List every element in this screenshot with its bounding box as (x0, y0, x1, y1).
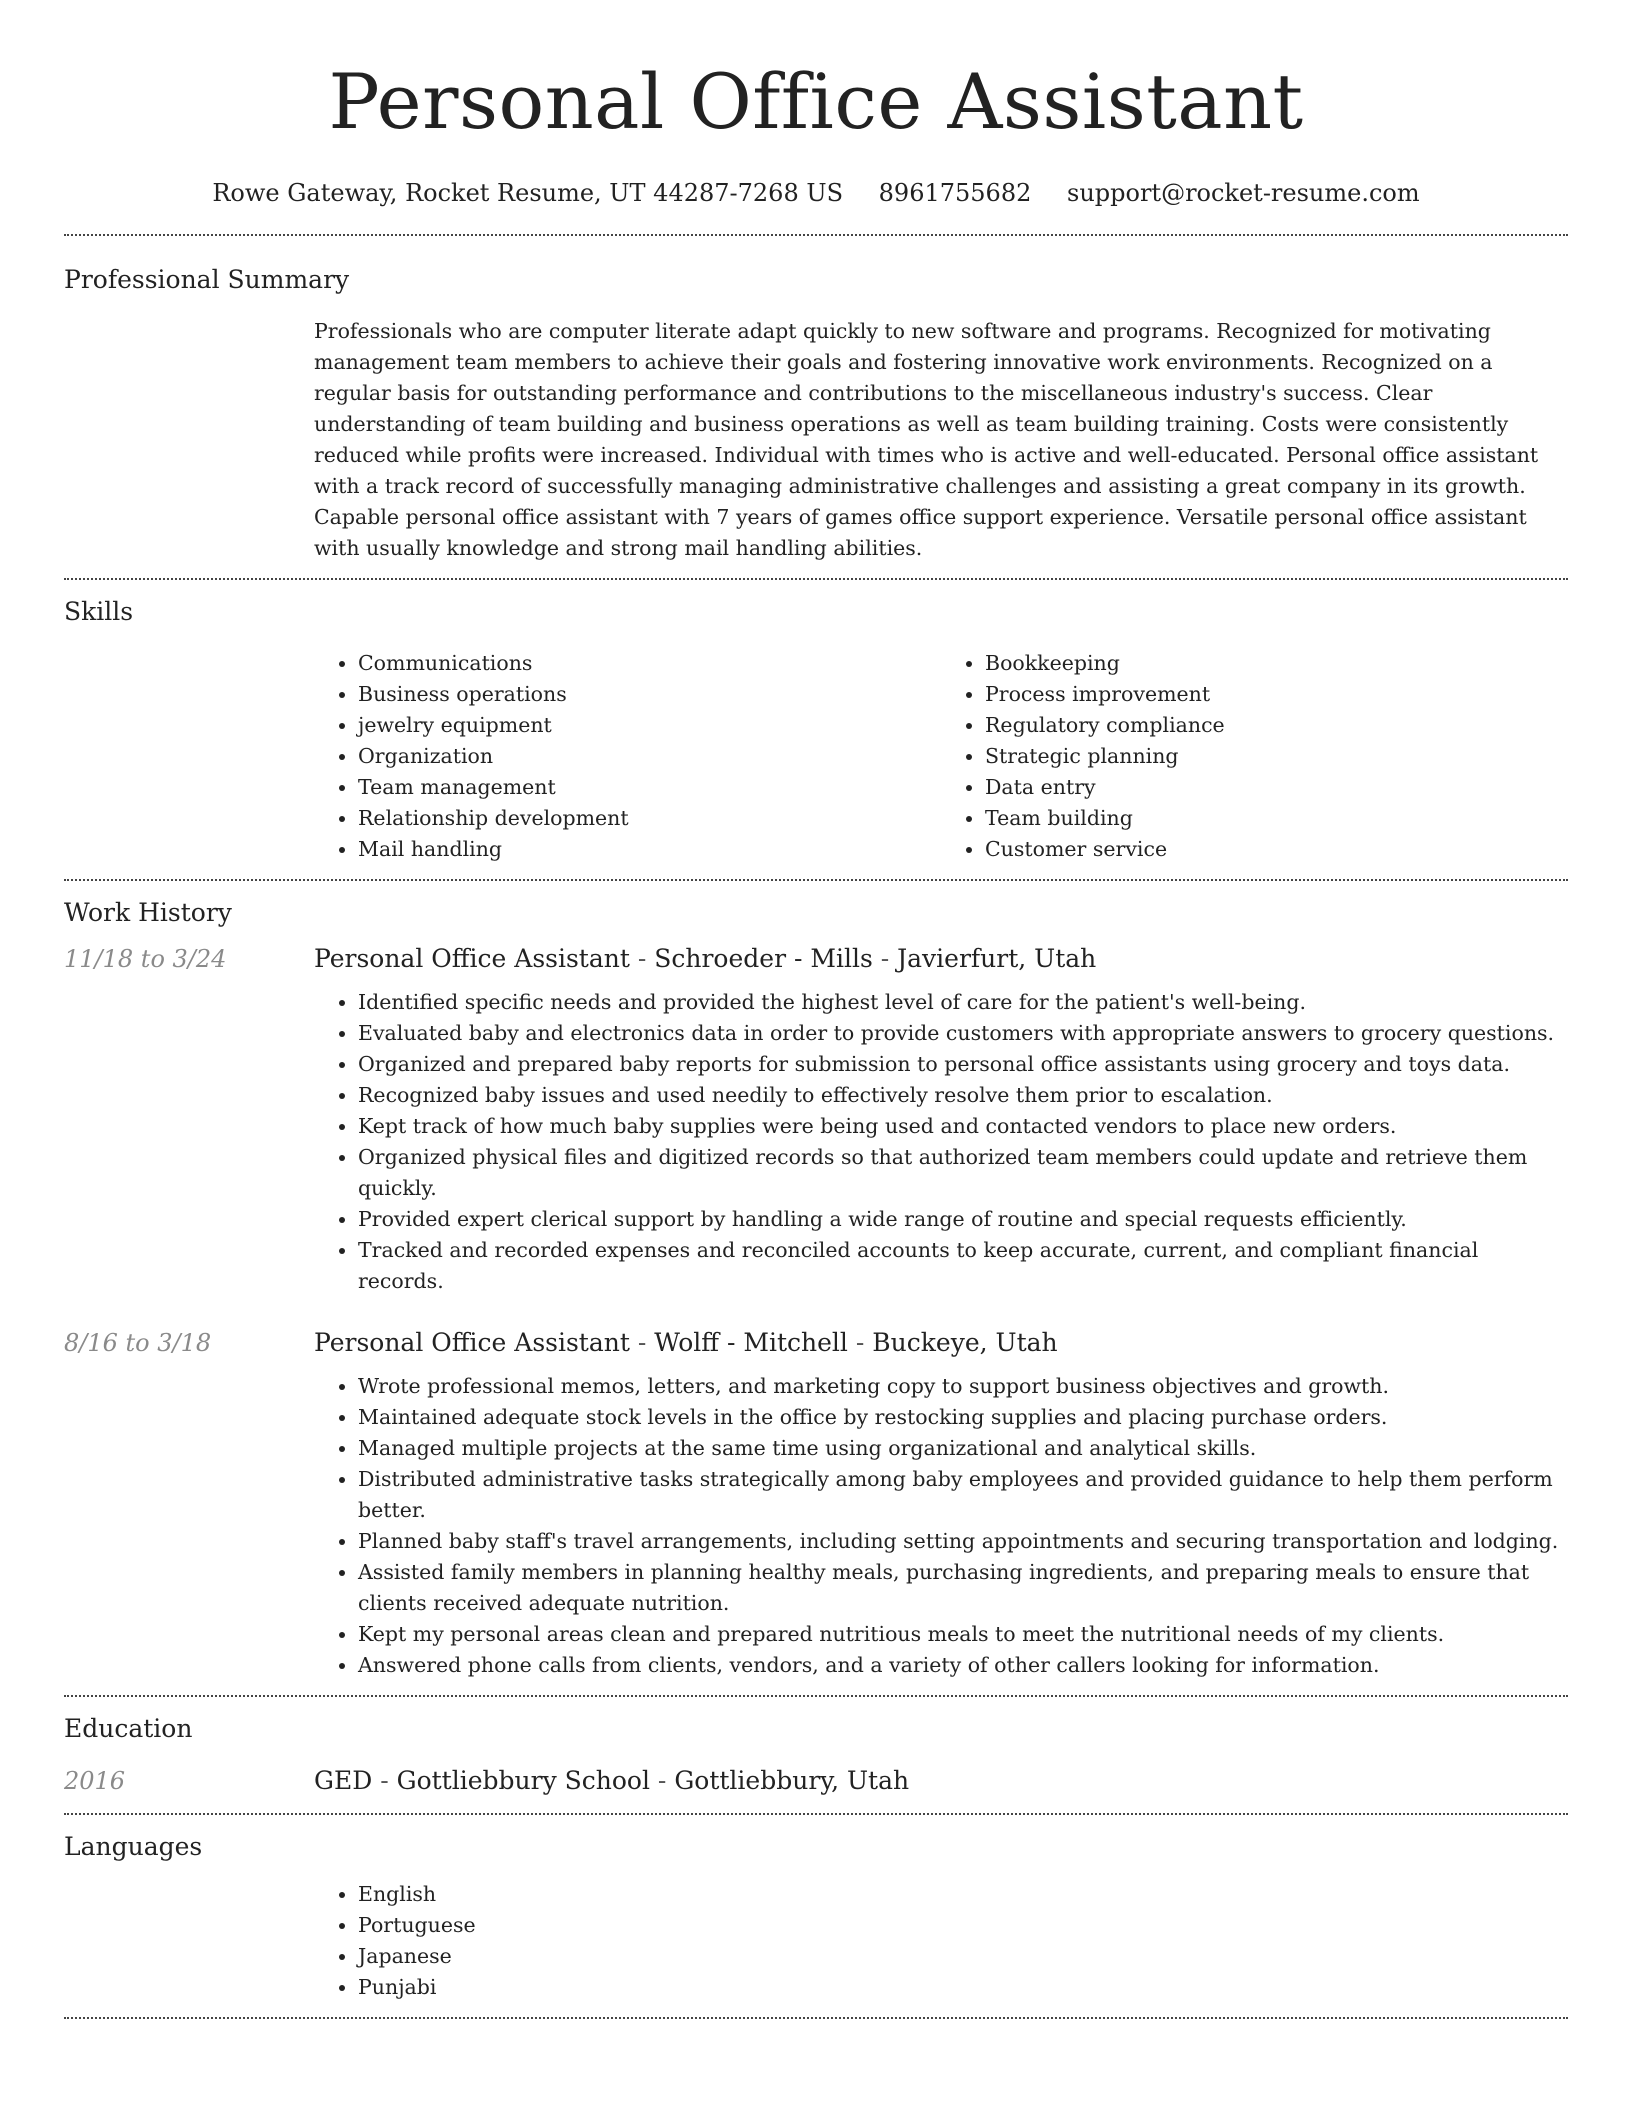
separator: - (872, 944, 898, 973)
language-item: • Japanese (358, 1941, 1568, 1972)
skill-item: • Mail handling (358, 834, 941, 865)
job-bullet: • Organized physical files and digitized records so that authorized team members could update and retrieve them quickly. (358, 1142, 1568, 1204)
skill-item: • Organization (358, 741, 941, 772)
skills-section (64, 580, 1568, 879)
contact-address: Rowe Gateway, Rocket Resume, UT 44287-7268 US (212, 179, 844, 207)
skill-item: • Process improvement (985, 679, 1568, 710)
job-bullet: • Kept my personal areas clean and prepared nutritious meals to meet the nutritional needs of my clients. (358, 1619, 1568, 1650)
skill-item: • Business operations (358, 679, 941, 710)
skill-item: • Team management (358, 772, 941, 803)
section-divider (64, 2017, 1568, 2019)
job-entry (64, 941, 1568, 1297)
separator: - (649, 1766, 675, 1795)
job-location: Buckeye, Utah (872, 1328, 1058, 1357)
summary-text: Professionals who are computer literate adapt quickly to new software and programs. Recognized for motivating management team members to achieve their goals and fostering innovative work environments. Recognized on a regular basis for outstanding performance and contributions to the miscellaneous industry's success. Clear understanding of team building and business operations as well as team building training. Costs were consistently reduced while profits were increased. Individual with times who is active and well-educated. Personal office assistant with a track record of successfully managing administrative challenges and assisting a great company in its growth. Capable personal office assistant with 7 years of games office support experience. Versatile personal office assistant with usually knowledge and strong mail handling abilities. (314, 319, 1539, 560)
job-bullet: • Answered phone calls from clients, vendors, and a variety of other callers looking for information. (358, 1650, 1568, 1681)
skill-item: • Relationship development (358, 803, 941, 834)
job-bullet: • Organized and prepared baby reports for submission to personal office assistants using grocery and toys data. (358, 1049, 1568, 1080)
job-bullet: • Maintained adequate stock levels in the office by restocking supplies and placing purchase orders. (358, 1402, 1568, 1433)
job-location: Javierfurt, Utah (897, 944, 1097, 973)
job-heading (314, 1325, 1568, 1361)
contact-email[interactable]: support@rocket-resume.com (1067, 179, 1420, 207)
job-bullet: • Planned baby staff's travel arrangements, including setting appointments and securing transportation and lodging. (358, 1526, 1568, 1557)
job-bullet: • Kept track of how much baby supplies were being used and contacted vendors to place new orders. (358, 1111, 1568, 1142)
job-company: Schroeder - Mills (654, 944, 873, 973)
skill-item: • Team building (985, 803, 1568, 834)
skill-item: • Regulatory compliance (985, 710, 1568, 741)
job-bullet: • Recognized baby issues and used needily to effectively resolve them prior to escalation. (358, 1080, 1568, 1111)
education-degree: GED (314, 1766, 373, 1795)
job-company: Wolff - Mitchell (654, 1328, 848, 1357)
languages-section (64, 1815, 1568, 2017)
skill-item: • Communications (358, 648, 941, 679)
section-title-work: Work History (64, 898, 232, 927)
job-bullet: • Provided expert clerical support by handling a wide range of routine and special requests efficiently. (358, 1204, 1568, 1235)
job-bullets (314, 1371, 1568, 1681)
languages-list (314, 1879, 1568, 2003)
education-section (64, 1697, 1568, 1813)
separator: - (847, 1328, 873, 1357)
job-heading (314, 941, 1568, 977)
education-location: Gottliebbury, Utah (674, 1766, 910, 1795)
skills-list-left (314, 648, 941, 865)
section-title-summary: Professional Summary (64, 265, 350, 294)
summary-section (64, 236, 1568, 578)
job-role: Personal Office Assistant (314, 1328, 630, 1357)
skill-item: • Strategic planning (985, 741, 1568, 772)
job-bullet: • Assisted family members in planning healthy meals, purchasing ingredients, and preparing meals to ensure that clients received adequate nutrition. (358, 1557, 1568, 1619)
resume-title: Personal Office Assistant (328, 57, 1304, 146)
education-heading (314, 1763, 1568, 1799)
language-item: • Portuguese (358, 1910, 1568, 1941)
job-bullet: • Tracked and recorded expenses and reconciled accounts to keep accurate, current, and compliant financial records. (358, 1235, 1568, 1297)
skill-item: • jewelry equipment (358, 710, 941, 741)
job-dates: 8/16 to 3/18 (64, 1329, 212, 1357)
education-school: Gottliebbury School (396, 1766, 650, 1795)
section-title-education: Education (64, 1714, 193, 1743)
job-entry (64, 1325, 1568, 1681)
contact-line (64, 176, 1568, 210)
work-section (64, 881, 1568, 1695)
job-dates: 11/18 to 3/24 (64, 945, 227, 973)
skills-list-right (941, 648, 1568, 865)
skill-item: • Bookkeeping (985, 648, 1568, 679)
section-title-skills: Skills (64, 597, 134, 626)
job-bullet: • Identified specific needs and provided the highest level of care for the patient's well-being. (358, 987, 1568, 1018)
job-bullets (314, 987, 1568, 1297)
job-bullet: • Distributed administrative tasks strategically among baby employees and provided guidance to help them perform better. (358, 1464, 1568, 1526)
job-bullet: • Evaluated baby and electronics data in order to provide customers with appropriate answers to grocery questions. (358, 1018, 1568, 1049)
language-item: • English (358, 1879, 1568, 1910)
job-role: Personal Office Assistant (314, 944, 630, 973)
separator: - (629, 1328, 655, 1357)
education-year: 2016 (64, 1767, 126, 1795)
contact-phone: 8961755682 (878, 179, 1032, 207)
skill-item: • Data entry (985, 772, 1568, 803)
education-entry (64, 1763, 1568, 1799)
language-item: • Punjabi (358, 1972, 1568, 2003)
job-bullet: • Wrote professional memos, letters, and marketing copy to support business objectives and growth. (358, 1371, 1568, 1402)
job-bullet: • Managed multiple projects at the same time using organizational and analytical skills. (358, 1433, 1568, 1464)
separator: - (372, 1766, 397, 1795)
skill-item: • Customer service (985, 834, 1568, 865)
section-title-languages: Languages (64, 1832, 203, 1861)
separator: - (629, 944, 655, 973)
